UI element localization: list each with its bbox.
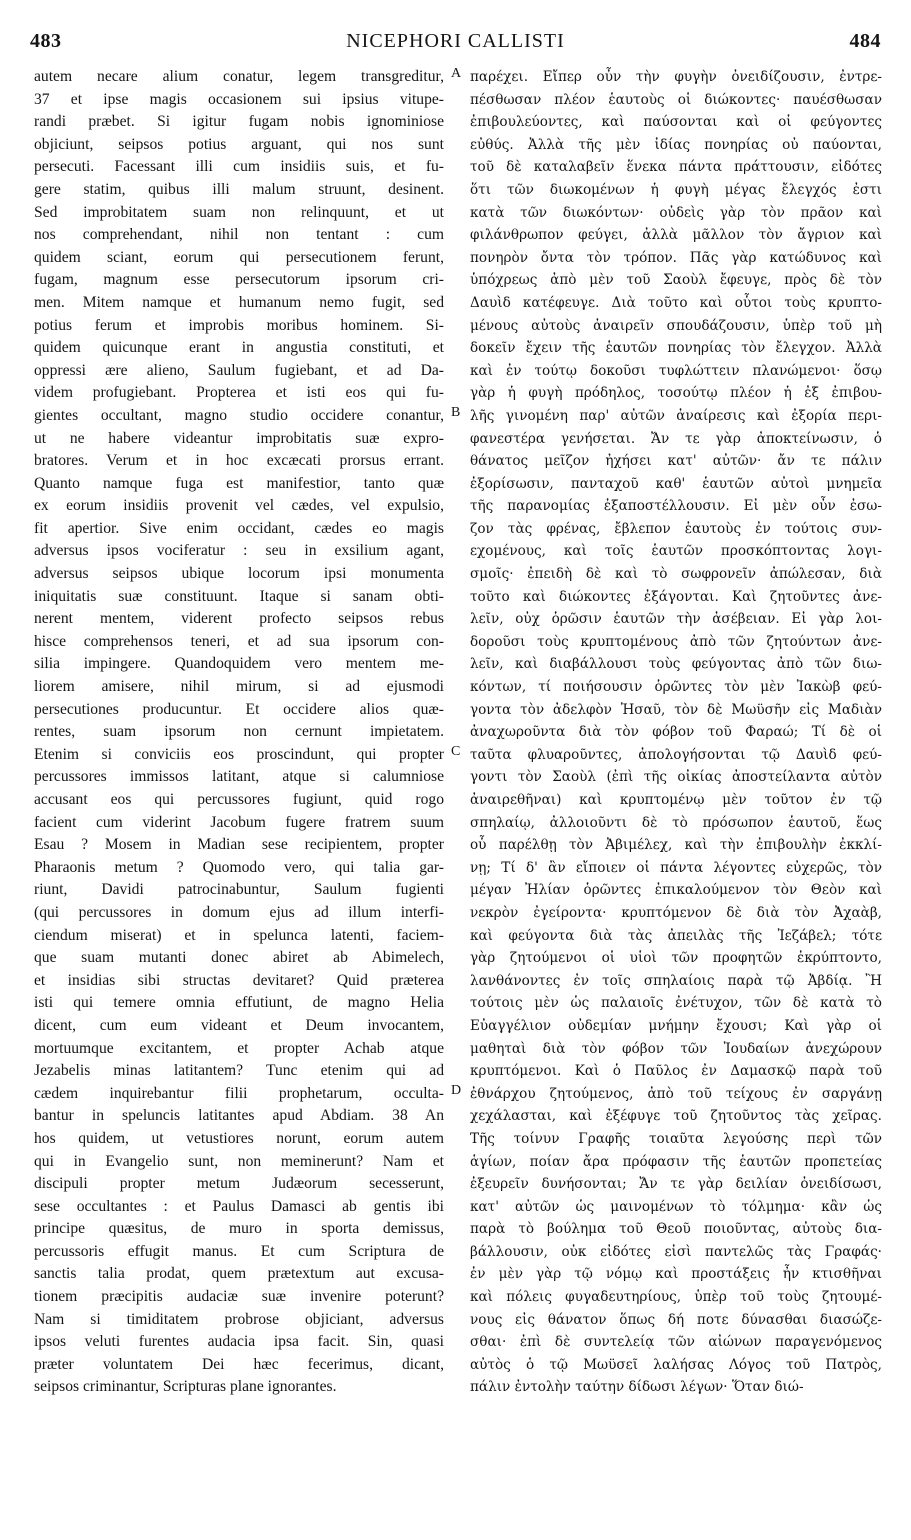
greek-text-line: τούτοις μὲν ὡς παλαιοῖς ἐνέτυχον, τῶν δὲ κατὰ τὸ <box>470 995 882 1012</box>
latin-text-line: riunt, Davidi patrocinabuntur, Saulum fugienti <box>34 881 444 899</box>
latin-text-line: sese occultantes : et Paulus Damasci ab gentis ibi <box>34 1197 444 1215</box>
greek-text-line: φιλάνθρωπον φεύγει, ἀλλὰ μᾶλλον τὸν ἄγριον καὶ <box>470 227 882 244</box>
greek-text-line: λεῖν, οὐχ ὁρῶσιν ἑαυτῶν τὴν ἀσέβειαν. Εἰ γὰρ λοι- <box>470 611 882 628</box>
greek-text-line: ἁγίων, ποίαν ἄρα πρόφασιν τῆς ἑαυτῶν προπετείας <box>470 1153 882 1170</box>
latin-text-line: persecuti. Facessant illi cum insidiis suis, et fu- <box>34 158 444 176</box>
latin-text-line: videm profugiebant. Propterea et isti eos qui fu- <box>34 384 444 402</box>
latin-text-line: hisce comprehensos teneri, et ad sua ipsorum con- <box>34 632 444 650</box>
latin-text-line: ex eorum insidiis provenit vel cædes, vel expulsio, <box>34 497 444 515</box>
greek-text-line: ζον τὰς φρένας, ἔβλεπον ἑαυτοὺς ἐν τούτοις συν- <box>470 520 882 537</box>
latin-text-line: men. Mitem namque et humanum nemo fugit, sed <box>34 293 444 311</box>
latin-text-line: fit apertior. Sive enim occidant, cædes eo magis <box>34 519 444 537</box>
greek-text-line: δοκεῖν ἔχειν τῆς ἑαυτῶν πονηρίας τὸν ἔλεγχον. Ἀλλὰ <box>470 340 882 357</box>
greek-text-line: δοροῦσι τοὺς κρυπτομένους ἀπὸ τῶν ζητούντων ἀνε- <box>470 633 882 650</box>
latin-text-line: 37 et ipse magis occasionem sui ipsius vitupe- <box>34 90 444 108</box>
latin-text-line: autem necare alium conatur, legem transgreditur, <box>34 68 444 85</box>
greek-text-line: καὶ φεύγοντα διὰ τὰς ἀπειλὰς τῆς Ἰεζάβελ; τότε <box>470 927 882 944</box>
latin-text-line: gere statim, quibus illi malum struunt, desinent. <box>34 180 444 198</box>
greek-text-line: φανεστέρα γενήσεται. Ἄν τε γὰρ ἀποκτείνωσιν, ὁ <box>470 430 882 447</box>
latin-text-line: nos comprehendant, nihil non tentant : cum <box>34 226 444 244</box>
latin-text-line: ipsos veluti furentes audacia ipsa facit. Sin, quasi <box>34 1333 444 1351</box>
latin-text-line: silia impingere. Quandoquidem vero mentem me- <box>34 655 444 673</box>
latin-text-line: præter voluntatem Dei hæc fecerimus, dicant, <box>34 1355 444 1373</box>
latin-text-line: dicent, cum eum videant et Deum invocantem, <box>34 1016 444 1034</box>
page-number-left: 483 <box>30 30 62 52</box>
greek-text-line: ὑπόχρεως ἀπὸ μὲν τοῦ Σαοὺλ ἔφευγε, πρὸς δὲ τὸν <box>470 272 882 289</box>
greek-text-line: ἐν μὲν γὰρ τῷ νόμῳ καὶ προστάξεις ἦν κτισθῆναι <box>470 1266 882 1283</box>
greek-text-line: χεχάλασται, καὶ ἐξέφυγε τοῦ ζητοῦντος τὰς χεῖρας. <box>470 1108 882 1125</box>
greek-text-line: νους εἰς θάνατον ὅπως δή ποτε δύνασθαι διασώζε- <box>470 1311 882 1328</box>
latin-text-line: accusant eos qui percussores fugiunt, quid rogo <box>34 791 444 808</box>
greek-text-line: μαθηταὶ διὰ τὸν φόβον τῶν Ἰουδαίων ἀνεχώρουν <box>470 1040 882 1057</box>
latin-text-line: randi præbet. Si igitur fugam nobis ignominiose <box>34 113 444 131</box>
greek-text-line: ἀναιρεθῆναι) καὶ κρυπτομένῳ μὲν τοῦτον ἐν τῷ <box>470 792 882 808</box>
latin-text-line: oppressi ære alieno, Saulum fugiebant, et ad Da- <box>34 361 444 379</box>
latin-text-line: quidem quicunque erant in angustia constituti, et <box>34 339 444 357</box>
greek-text-line: σθαι· ἐπὶ δὲ συντελείᾳ τῶν αἰώνων παραγενόμενος <box>470 1334 882 1351</box>
section-marker-a: A <box>451 66 462 81</box>
latin-text-line: mortuumque excitantem, et propter Achab atque <box>34 1039 444 1057</box>
latin-text-line: que suam mutanti donec abiret ab Abimelech, <box>34 949 444 967</box>
latin-text-line: bantur in speluncis latitantes apud Abdiam. 38 An <box>34 1107 444 1125</box>
greek-text-line: ταῦτα φλυαροῦντες, ἀπολογήσονται τῷ Δαυὶδ φεύ- <box>470 746 882 763</box>
latin-text-line: iniquitatis suæ constituunt. Itaque si sanam obti- <box>34 587 444 605</box>
greek-text-line: Εὐαγγέλιον οὐδεμίαν μνήμην ἔχουσι; Καὶ γὰρ οἱ <box>470 1017 882 1034</box>
latin-text-line: ciendum miserat) et in spelunca latenti, faciem- <box>34 926 444 944</box>
latin-text-line: percussoris effugit manus. Et cum Scriptura de <box>34 1242 444 1260</box>
greek-text-line: γοντι τὸν Σαοὺλ (ἐπὶ τῆς οἰκίας ἀποστείλαντα αὐτὸν <box>470 769 882 786</box>
greek-text-line: σμοῖς· ἐπειδὴ δὲ καὶ τὸ σωφρονεῖν ἀπώλεσαν, διὰ <box>470 566 882 583</box>
greek-text-line: τοῦτο καὶ διώκοντες ἐξάγονται. Καὶ ζητοῦντες ἀνε- <box>470 588 882 605</box>
greek-text-line: θάνατος μεῖζον ἠχήσει κατ' αὐτῶν· ἄν τε πάλιν <box>470 453 882 470</box>
greek-text-line: μένους αὐτοὺς ἀναιρεῖν σπουδάζουσιν, ὑπὲρ τοῦ μὴ <box>470 317 882 334</box>
greek-text-line: γὰρ ζητούμενοι οἱ υἱοὶ τῶν προφητῶν ἐκρύπτοντο, <box>470 950 882 967</box>
latin-text-line: ut ne habere videantur improbitatis suæ expro- <box>34 429 444 447</box>
section-marker-c: C <box>451 744 461 759</box>
greek-text-line: οὗ παρέλθῃ τὸν Ἀβιμέλεχ, καὶ τὴν ἐπιβουλὴν ἐκκλί- <box>470 837 882 854</box>
greek-text-line: ἀναχωροῦντα διὰ τὸν φόβον τοῦ Φαραώ; Τί δὲ οἱ <box>470 724 882 741</box>
latin-text-line: percussores immissos latitant, atque si calumniose <box>34 768 444 786</box>
greek-text-line: γοντα τὸν ἀδελφὸν Ἠσαῦ, τὸν δὲ Μωϋσῆν εἰς Μαδιὰν <box>470 701 882 718</box>
latin-text-line: gientes occultant, magno studio occidere conantur, <box>34 406 444 424</box>
latin-column <box>34 66 444 1518</box>
greek-text-line: κόντων, τί ποιήσουσιν ὁρῶντες τὸν μὲν Ἰακὼβ φεύ- <box>470 679 882 696</box>
latin-text-line: objiciunt, seipsos potius arguant, qui nos sunt <box>34 135 444 153</box>
greek-text-line: λεῖν, καὶ διαβάλλουσι τοὺς φεύγοντας ἀπὸ τῶν διω- <box>470 656 882 673</box>
greek-text-line: πάλιν ἐντολὴν ταύτην δίδωσι λέγων· Ὅταν διώ- <box>470 1379 804 1396</box>
greek-text-line: Τῆς τοίνυν Γραφῆς τοιαῦτα λεγούσης περὶ τῶν <box>470 1130 882 1147</box>
greek-text-line: κρυπτόμενοι. Καὶ ὁ Παῦλος ἐν Δαμασκῷ παρὰ τοῦ <box>470 1063 882 1080</box>
greek-text-line: παρὰ τὸ βούλημα τοῦ Θεοῦ ποιοῦντας, αὐτοὺς δια- <box>470 1221 882 1238</box>
latin-text-line: qui in Evangelio sunt, non meminerunt? Nam et <box>34 1152 444 1170</box>
greek-text-line: κατὰ τῶν διωκόντων· οὐδεὶς γὰρ τὸν πρᾶον καὶ <box>470 204 882 221</box>
latin-text-line: rentes, suam ipsorum non cernunt impietatem. <box>34 723 444 741</box>
latin-text-line: Nam si timiditatem probrose objiciant, adversus <box>34 1310 444 1328</box>
latin-text-line: isti qui temere omnia effutiunt, de magno Helia <box>34 994 444 1012</box>
greek-text-line: ὅτι τῶν διωκομένων ἡ φυγὴ μέγας ἔλεγχός ἐστι <box>470 181 882 198</box>
greek-text-line: ἐπιβουλεύοντες, καὶ παύσονται καὶ οἱ φεύγοντες <box>470 114 882 131</box>
latin-text-line: cædem inquirebantur filii prophetarum, occulta- <box>34 1084 444 1102</box>
latin-text-line: seipsos criminantur, Scripturas plane ignorantes. <box>34 1378 337 1396</box>
latin-text-line: bratores. Verum et in hoc excæcati prorsus errant. <box>34 452 444 470</box>
latin-text-line: quidem sciant, eorum qui persecutionem ferunt, <box>34 248 444 266</box>
page-number-right: 484 <box>849 30 881 52</box>
greek-text-line: πέσθωσαν πλέον ἑαυτοὺς οἱ διώκοντες· παυέσθωσαν <box>470 91 882 108</box>
greek-text-line: βάλλουσιν, οὐκ εἰδότες εἰσὶ παντελῶς τὰς Γραφάς· <box>470 1243 882 1260</box>
greek-text-line: ἐξορίσωσιν, πανταχοῦ καθ' ἑαυτῶν αὐτοὶ μνημεῖα <box>470 475 882 492</box>
greek-text-line: εὐθύς. Ἀλλὰ τῆς μὲν ἰδίας πονηρίας οὐ παύονται, <box>470 136 882 153</box>
latin-text-line: sanctis talia prodat, quem prætextum aut excusa- <box>34 1265 444 1283</box>
greek-text-line: εχομένους, καὶ τοῖς ἑαυτῶν προσκόπτοντας λογι- <box>470 543 882 560</box>
latin-text-line: discipuli propter metum Judæorum secesserunt, <box>34 1175 444 1193</box>
latin-text-line: nerent mentem, viderent profecto seipsos rebus <box>34 610 444 628</box>
greek-text-line: τοῦ δὲ καταλαβεῖν ἕνεκα πάντα πράττουσιν, εἰδότες <box>470 159 882 176</box>
latin-text-line: hos quidem, ut vetustiores norunt, eorum autem <box>34 1129 444 1147</box>
latin-text-line: et insidias sibi structas devitaret? Quid præterea <box>34 971 444 989</box>
greek-text-line: κατ' αὐτῶν ὡς μαινομένων τὸ τόλμημα· κἂν ὡς <box>470 1198 882 1215</box>
greek-text-line: καὶ ἐν τούτῳ δοκοῦσι τυφλώττειν πλανώμενοι· ὅσῳ <box>470 362 882 379</box>
page-header <box>30 30 881 58</box>
greek-text-line: νῃ; Τί δ' ἂν εἴποιεν οἱ πάντα λέγοντες εὐχερῶς, τὸν <box>470 859 882 876</box>
latin-text-line: Esau ? Mosem in Madian sese recipientem, propter <box>34 836 444 854</box>
latin-text-line: Jezabelis minas latitantem? Tunc etenim qui ad <box>34 1062 444 1080</box>
section-marker-d: D <box>451 1083 462 1098</box>
latin-text-line: Pharaonis metum ? Quomodo vero, qui talia gar- <box>34 858 444 876</box>
greek-text-line: Δαυὶδ κατέφευγε. Διὰ τοῦτο καὶ οὗτοι τοὺς κρυπτο- <box>470 294 882 311</box>
greek-text-line: λανθάνοντες ἐν τοῖς σπηλαίοις παρὰ τῷ Ἀβδίᾳ. Ἢ <box>470 972 882 989</box>
latin-text-line: potius ferum et improbis moribus hominem. Si- <box>34 316 444 334</box>
greek-text-line: καὶ πόλεις φυγαδευτηρίους, ὑπὲρ τοῦ τοὺς ζητουμέ- <box>470 1289 882 1306</box>
latin-text-line: persecutiones producuntur. Et occidere alios quæ- <box>34 700 444 718</box>
greek-text-line: ἐθνάρχου ζητούμενος, ἀπὸ τοῦ τείχους ἐν σαργάνῃ <box>470 1085 882 1102</box>
section-marker-b: B <box>451 405 461 420</box>
greek-text-line: γὰρ ἡ φυγὴ πρόδηλος, τοσούτῳ πλέον ἡ ἐξ ἐπιβου- <box>470 385 882 402</box>
greek-text-line: πονηρὸν ὄντα τὸν τρόπον. Πᾶς γὰρ κατώδυνος καὶ <box>470 249 882 266</box>
greek-text-line: παρέχει. Εἴπερ οὖν τὴν φυγὴν ὀνειδίζουσιν, ἐντρε- <box>470 69 882 85</box>
latin-text-line: tionem præcipitis audaciæ suæ invenire poterunt? <box>34 1288 444 1306</box>
latin-text-line: Sed improbitatem suam non relinquunt, et ut <box>34 203 444 221</box>
running-title: NICEPHORI CALLISTI <box>346 30 565 52</box>
latin-text-line: adversus ipsos vociferatur : seu in exsilium agant, <box>34 542 444 560</box>
latin-text-line: Quanto namque fuga est manifestior, tanto quæ <box>34 474 444 492</box>
greek-text-line: αὐτὸς ὁ τῷ Μωϋσεῖ λαλήσας Λόγος τοῦ Πατρὸς, <box>470 1356 882 1373</box>
latin-text-line: liorem amisere, nihil mirum, si ad ejusmodi <box>34 678 444 696</box>
greek-text-line: ἐξευρεῖν δυνήσονται; Ἄν τε γὰρ δειλίαν ὀνειδίσωσι, <box>470 1176 882 1193</box>
latin-text-line: (qui percussores in domum ejus ad illum interfi- <box>34 903 444 921</box>
latin-text-line: facient cum viderint Jacobum fugere fratrem suum <box>34 813 444 831</box>
greek-text-line: σπηλαίῳ, ἀλλοιοῦντι δὲ τὸ πρόσωπον ἑαυτοῦ, ἕως <box>470 814 882 831</box>
greek-text-line: τῆς παρανομίας ἐξαποστέλλουσιν. Εἰ μὲν οὖν ἐσω- <box>470 498 882 515</box>
latin-text-line: Etenim si conviciis eos proscindunt, qui propter <box>34 745 444 763</box>
latin-text-line: adversus seipsos ubique locorum ipsi monumenta <box>34 565 444 583</box>
greek-text-line: νεκρὸν ἐγείροντα· κρυπτόμενον δὲ διὰ τὸν Ἀχαὰβ, <box>470 904 882 921</box>
greek-text-line: μέγαν Ἠλίαν ὁρῶντες ἐπικαλούμενον τὸν Θεὸν καὶ <box>470 882 882 899</box>
latin-text-line: principe quæsitus, de muro in sporta demissus, <box>34 1220 444 1238</box>
greek-column <box>470 66 882 1518</box>
latin-text-line: fugam, magnum esse persecutorum ipsorum cri- <box>34 271 444 289</box>
greek-text-line: λῆς γινομένη παρ' αὐτῶν ἀναίρεσις καὶ ἐξορία περι- <box>470 407 882 424</box>
